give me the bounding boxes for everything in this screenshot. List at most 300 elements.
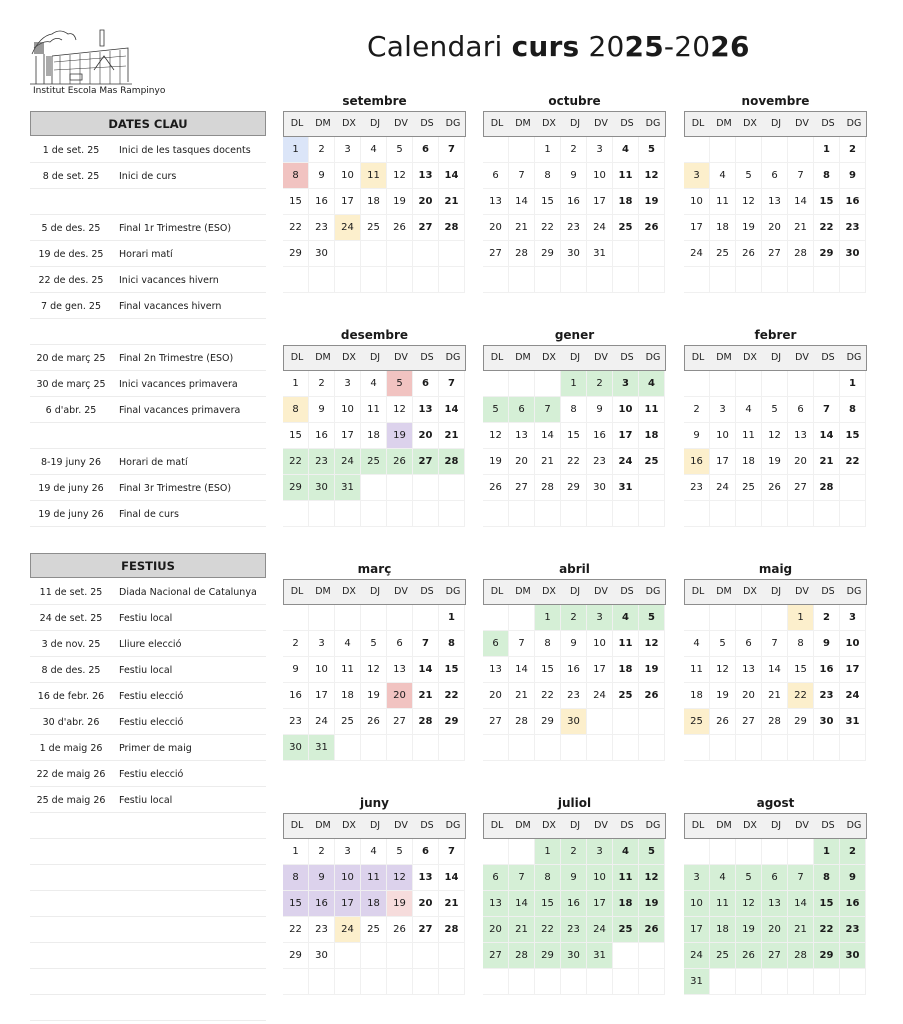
school-logo — [30, 26, 132, 86]
day-cell: 1 — [788, 605, 814, 631]
empty-cell — [387, 241, 413, 267]
weekday-header — [283, 813, 466, 839]
day-cell: 23 — [309, 449, 335, 475]
empty-cell — [439, 501, 465, 527]
weekday-label: DM — [716, 586, 732, 597]
day-cell: 17 — [335, 891, 361, 917]
weekday-label: DL — [691, 586, 705, 597]
day-cell: 31 — [840, 709, 866, 735]
day-cell: 4 — [335, 631, 361, 657]
empty-cell — [509, 137, 535, 163]
empty-cell — [309, 605, 335, 631]
day-cell: 27 — [387, 709, 413, 735]
day-cell: 1 — [283, 371, 309, 397]
weekday-label: DX — [542, 118, 556, 129]
weekday-label: DM — [515, 586, 531, 597]
day-cell: 26 — [387, 449, 413, 475]
weekday-label: DV — [594, 118, 608, 129]
day-cell: 18 — [613, 891, 639, 917]
weekday-label: DL — [490, 118, 504, 129]
day-cell: 8 — [814, 865, 840, 891]
day-cell: 23 — [309, 215, 335, 241]
event-date: 7 de gen. 25 — [41, 301, 101, 312]
day-cell: 19 — [736, 215, 762, 241]
weekday-label: DM — [515, 118, 531, 129]
empty-cell — [361, 267, 387, 293]
day-cell: 5 — [639, 137, 665, 163]
month-calendar — [483, 557, 666, 761]
day-cell: 17 — [587, 657, 613, 683]
weekday-label: DM — [515, 820, 531, 831]
weekday-label: DJ — [569, 118, 581, 129]
weekday-label: DV — [394, 586, 408, 597]
day-cell: 25 — [613, 683, 639, 709]
day-cell: 20 — [483, 215, 509, 241]
day-cell: 24 — [710, 475, 736, 501]
empty-cell — [639, 241, 665, 267]
day-cell: 25 — [613, 215, 639, 241]
weekday-label: DS — [620, 352, 634, 363]
event-description: Diada Nacional de Catalunya — [119, 587, 257, 598]
empty-cell — [535, 267, 561, 293]
empty-cell — [788, 839, 814, 865]
empty-cell — [439, 267, 465, 293]
day-cell: 2 — [309, 839, 335, 865]
empty-cell — [736, 267, 762, 293]
empty-cell — [361, 241, 387, 267]
day-cell: 16 — [840, 891, 866, 917]
weekday-label: DS — [420, 820, 434, 831]
day-cell: 13 — [762, 891, 788, 917]
day-cell: 27 — [736, 709, 762, 735]
list-item — [30, 163, 266, 189]
day-cell: 13 — [483, 891, 509, 917]
day-cell: 5 — [736, 163, 762, 189]
empty-cell — [613, 709, 639, 735]
event-description: Inici de curs — [119, 171, 177, 182]
day-cell: 16 — [309, 891, 335, 917]
day-cell: 8 — [535, 631, 561, 657]
month-title: agost — [756, 796, 795, 810]
empty-cell — [814, 267, 840, 293]
day-cell: 30 — [309, 241, 335, 267]
empty-cell — [335, 969, 361, 995]
day-cell: 14 — [413, 657, 439, 683]
day-cell: 4 — [613, 605, 639, 631]
empty-cell — [535, 735, 561, 761]
weekday-label: DL — [490, 586, 504, 597]
day-cell: 22 — [535, 215, 561, 241]
weekday-header — [684, 813, 867, 839]
day-cell: 22 — [814, 917, 840, 943]
day-cell: 23 — [561, 215, 587, 241]
day-cell: 26 — [736, 241, 762, 267]
empty-cell — [561, 969, 587, 995]
day-cell: 28 — [439, 449, 465, 475]
day-cell: 25 — [710, 943, 736, 969]
weekday-label: DV — [795, 820, 809, 831]
weekday-label: DX — [542, 352, 556, 363]
day-cell: 3 — [587, 137, 613, 163]
event-date: 8 de des. 25 — [41, 665, 101, 676]
day-cell: 8 — [283, 865, 309, 891]
day-cell: 28 — [814, 475, 840, 501]
event-date: 16 de febr. 26 — [37, 691, 105, 702]
empty-cell — [710, 969, 736, 995]
day-cell: 2 — [684, 397, 710, 423]
day-cell: 22 — [283, 449, 309, 475]
empty-cell — [483, 969, 509, 995]
day-cell: 5 — [639, 605, 665, 631]
day-cell: 24 — [587, 917, 613, 943]
day-cell: 10 — [613, 397, 639, 423]
day-cell: 5 — [387, 137, 413, 163]
day-cell: 2 — [587, 371, 613, 397]
empty-cell — [361, 501, 387, 527]
day-cell: 23 — [814, 683, 840, 709]
day-cell: 21 — [439, 189, 465, 215]
empty-cell — [639, 735, 665, 761]
day-cell: 16 — [840, 189, 866, 215]
empty-cell — [413, 241, 439, 267]
empty-cell — [309, 501, 335, 527]
day-cell: 17 — [840, 657, 866, 683]
event-description: Lliure elecció — [119, 639, 182, 650]
day-cell: 12 — [639, 163, 665, 189]
day-cell: 23 — [684, 475, 710, 501]
day-cell: 12 — [387, 163, 413, 189]
day-cell: 6 — [413, 839, 439, 865]
day-cell: 6 — [762, 163, 788, 189]
empty-cell — [439, 969, 465, 995]
event-date: 19 de juny 26 — [38, 483, 104, 494]
day-cell: 28 — [413, 709, 439, 735]
day-cell: 26 — [483, 475, 509, 501]
event-description: Inici vacances hivern — [119, 275, 219, 286]
weekday-label: DS — [821, 352, 835, 363]
day-cell: 17 — [335, 189, 361, 215]
day-cell: 7 — [814, 397, 840, 423]
day-cell: 5 — [736, 865, 762, 891]
day-cell: 4 — [684, 631, 710, 657]
empty-cell — [587, 735, 613, 761]
day-cell: 3 — [613, 371, 639, 397]
empty-cell — [736, 137, 762, 163]
empty-cell — [710, 137, 736, 163]
day-cell: 1 — [814, 839, 840, 865]
festius-list — [30, 579, 266, 1021]
day-cell: 7 — [439, 839, 465, 865]
day-cell: 9 — [561, 631, 587, 657]
list-item — [30, 345, 266, 371]
weekday-label: DL — [490, 820, 504, 831]
day-cell: 24 — [587, 683, 613, 709]
day-cell: 27 — [413, 449, 439, 475]
empty-cell — [814, 371, 840, 397]
day-cell: 12 — [387, 865, 413, 891]
day-cell: 13 — [736, 657, 762, 683]
empty-cell — [387, 969, 413, 995]
day-cell: 2 — [309, 371, 335, 397]
weekday-label: DV — [394, 820, 408, 831]
weekday-label: DV — [795, 118, 809, 129]
empty-cell — [710, 605, 736, 631]
day-cell: 24 — [309, 709, 335, 735]
empty-cell — [361, 943, 387, 969]
empty-cell — [684, 839, 710, 865]
list-item — [30, 995, 266, 1021]
empty-cell — [361, 475, 387, 501]
day-cell: 3 — [335, 371, 361, 397]
weekday-header — [483, 813, 666, 839]
day-cell: 9 — [309, 865, 335, 891]
day-cell: 11 — [335, 657, 361, 683]
event-date: 1 de maig 26 — [39, 743, 103, 754]
month-calendar — [483, 89, 666, 293]
dates-clau-list — [30, 137, 266, 527]
empty-cell — [387, 943, 413, 969]
day-cell: 16 — [561, 657, 587, 683]
weekday-label: DL — [691, 118, 705, 129]
day-cell: 4 — [613, 839, 639, 865]
list-item — [30, 657, 266, 683]
month-title: desembre — [340, 328, 409, 342]
day-cell: 30 — [587, 475, 613, 501]
day-cell: 7 — [439, 371, 465, 397]
day-grid — [684, 839, 867, 995]
empty-cell — [387, 267, 413, 293]
day-cell: 12 — [762, 423, 788, 449]
empty-cell — [335, 605, 361, 631]
weekday-label: DJ — [369, 352, 381, 363]
empty-cell — [483, 605, 509, 631]
weekday-label: DX — [342, 118, 356, 129]
day-cell: 2 — [840, 839, 866, 865]
weekday-label: DJ — [369, 118, 381, 129]
day-cell: 1 — [439, 605, 465, 631]
day-cell: 24 — [684, 943, 710, 969]
month-title: febrer — [754, 328, 797, 342]
day-cell: 11 — [684, 657, 710, 683]
event-description: Festiu elecció — [119, 769, 184, 780]
empty-cell — [736, 969, 762, 995]
day-cell: 7 — [413, 631, 439, 657]
empty-cell — [387, 475, 413, 501]
weekday-label: DX — [342, 820, 356, 831]
weekday-label: DV — [394, 352, 408, 363]
empty-cell — [613, 267, 639, 293]
empty-cell — [361, 969, 387, 995]
event-description: Primer de maig — [119, 743, 192, 754]
list-item — [30, 969, 266, 995]
event-description: Festiu local — [119, 613, 173, 624]
weekday-label: DV — [594, 586, 608, 597]
day-cell: 21 — [814, 449, 840, 475]
weekday-label: DJ — [369, 586, 381, 597]
weekday-header — [283, 345, 466, 371]
day-cell: 28 — [439, 917, 465, 943]
list-item — [30, 319, 266, 345]
day-cell: 3 — [684, 865, 710, 891]
day-cell: 22 — [788, 683, 814, 709]
day-cell: 10 — [587, 163, 613, 189]
day-cell: 14 — [814, 423, 840, 449]
day-cell: 13 — [483, 189, 509, 215]
day-cell: 23 — [309, 917, 335, 943]
day-cell: 14 — [788, 891, 814, 917]
empty-cell — [387, 735, 413, 761]
event-date: 19 de des. 25 — [38, 249, 104, 260]
day-cell: 7 — [509, 631, 535, 657]
empty-cell — [335, 735, 361, 761]
day-grid — [684, 371, 867, 527]
day-cell: 25 — [361, 449, 387, 475]
weekday-label: DJ — [770, 820, 782, 831]
day-cell: 22 — [535, 917, 561, 943]
day-cell: 4 — [710, 163, 736, 189]
day-cell: 27 — [788, 475, 814, 501]
day-cell: 8 — [535, 865, 561, 891]
day-cell: 4 — [613, 137, 639, 163]
day-cell: 18 — [710, 215, 736, 241]
day-cell: 8 — [840, 397, 866, 423]
day-cell: 25 — [639, 449, 665, 475]
day-cell: 10 — [335, 163, 361, 189]
day-grid — [483, 605, 666, 761]
list-item — [30, 371, 266, 397]
day-cell: 27 — [762, 943, 788, 969]
weekday-label: DM — [716, 118, 732, 129]
day-cell: 3 — [710, 397, 736, 423]
day-cell: 24 — [587, 215, 613, 241]
day-cell: 11 — [613, 631, 639, 657]
list-item — [30, 943, 266, 969]
day-cell: 12 — [736, 891, 762, 917]
event-date: 8 de set. 25 — [42, 171, 100, 182]
event-description: Festiu local — [119, 795, 173, 806]
weekday-label: DL — [290, 352, 304, 363]
day-cell: 21 — [439, 423, 465, 449]
day-cell: 29 — [439, 709, 465, 735]
day-cell: 17 — [309, 683, 335, 709]
weekday-label: DV — [795, 352, 809, 363]
empty-cell — [361, 735, 387, 761]
empty-cell — [283, 267, 309, 293]
day-cell: 6 — [483, 865, 509, 891]
empty-cell — [762, 267, 788, 293]
day-cell: 23 — [587, 449, 613, 475]
day-cell: 15 — [535, 189, 561, 215]
weekday-label: DM — [515, 352, 531, 363]
day-cell: 7 — [762, 631, 788, 657]
empty-cell — [710, 839, 736, 865]
day-cell: 18 — [335, 683, 361, 709]
weekday-header — [483, 579, 666, 605]
empty-cell — [788, 371, 814, 397]
day-cell: 28 — [788, 943, 814, 969]
day-cell: 19 — [387, 189, 413, 215]
day-cell: 19 — [387, 891, 413, 917]
empty-cell — [283, 501, 309, 527]
empty-cell — [509, 267, 535, 293]
day-cell: 1 — [283, 137, 309, 163]
empty-cell — [413, 475, 439, 501]
day-cell: 14 — [788, 189, 814, 215]
day-grid — [283, 371, 466, 527]
empty-cell — [639, 475, 665, 501]
day-cell: 1 — [535, 605, 561, 631]
day-cell: 3 — [335, 839, 361, 865]
event-description: Final de curs — [119, 509, 179, 520]
list-item — [30, 865, 266, 891]
empty-cell — [413, 943, 439, 969]
day-cell: 22 — [814, 215, 840, 241]
empty-cell — [762, 137, 788, 163]
weekday-header — [283, 579, 466, 605]
weekday-label: DX — [542, 586, 556, 597]
day-cell: 25 — [613, 917, 639, 943]
day-grid — [483, 137, 666, 293]
event-date: 11 de set. 25 — [39, 587, 103, 598]
day-grid — [283, 839, 466, 995]
list-item — [30, 449, 266, 475]
day-cell: 2 — [309, 137, 335, 163]
day-cell: 15 — [535, 891, 561, 917]
weekday-header — [283, 111, 466, 137]
day-cell: 3 — [840, 605, 866, 631]
day-cell: 10 — [684, 189, 710, 215]
day-cell: 2 — [840, 137, 866, 163]
day-cell: 22 — [439, 683, 465, 709]
day-cell: 18 — [684, 683, 710, 709]
day-cell: 16 — [283, 683, 309, 709]
day-cell: 31 — [587, 241, 613, 267]
empty-cell — [413, 735, 439, 761]
weekday-label: DL — [290, 820, 304, 831]
month-title: juny — [359, 796, 390, 810]
weekday-label: DS — [420, 352, 434, 363]
day-cell: 7 — [509, 865, 535, 891]
day-cell: 7 — [788, 865, 814, 891]
day-cell: 5 — [762, 397, 788, 423]
day-cell: 13 — [762, 189, 788, 215]
day-cell: 26 — [736, 943, 762, 969]
empty-cell — [439, 735, 465, 761]
weekday-label: DX — [342, 352, 356, 363]
day-cell: 21 — [762, 683, 788, 709]
day-cell: 13 — [387, 657, 413, 683]
day-cell: 21 — [509, 917, 535, 943]
day-cell: 20 — [413, 189, 439, 215]
day-cell: 21 — [788, 917, 814, 943]
event-date: 30 d'abr. 26 — [42, 717, 100, 728]
day-cell: 26 — [639, 215, 665, 241]
day-cell: 14 — [762, 657, 788, 683]
day-cell: 1 — [283, 839, 309, 865]
month-calendar — [684, 89, 867, 293]
empty-cell — [613, 241, 639, 267]
day-grid — [283, 605, 466, 761]
day-cell: 27 — [509, 475, 535, 501]
empty-cell — [710, 501, 736, 527]
empty-cell — [639, 709, 665, 735]
list-item — [30, 605, 266, 631]
day-cell: 28 — [788, 241, 814, 267]
day-cell: 20 — [736, 683, 762, 709]
day-cell: 29 — [283, 943, 309, 969]
day-cell: 21 — [509, 215, 535, 241]
day-cell: 17 — [587, 189, 613, 215]
